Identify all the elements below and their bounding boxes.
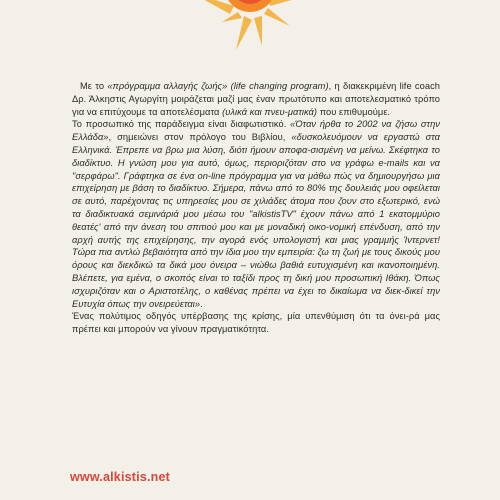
example-paragraph	[72, 118, 440, 310]
body-text	[72, 80, 440, 336]
closing-paragraph: Ένας πολύτιμος οδηγός υπέρβασης της κρίσης, μία υπενθύμιση ότι τα όνει-ρά μας πρέπει και μπορούν να γίνουν πραγματικότητα.	[72, 311, 440, 335]
intro-quote: «πρόγραμμα αλλαγής ζωής» (life changing program)	[107, 81, 329, 91]
sun-logo-icon	[150, 0, 350, 52]
example-text: .	[200, 298, 203, 309]
example-long-quote: «δυσκολευόμουν να εργαστώ στα Ελληνικά. Έπρεπε να βρω μια λύση, διότι ήμουν αποφα-σισμένη να μείνω. Σκέφτηκα το διαδίκτυο. Η γνώση μου για αυτό, όμως, περιοριζόταν στο να γράφω e-mails και να "σερφάρω". Γράφτηκα σε ένα on-line πρόγραμμα για να μάθω πώς να δημιουργήσω μια επιχείρηση με βάση το διαδίκτυο. Σήμερα, πάνω από το 80% της δουλειάς μου οφείλεται σε αυτό, παρέχοντας τις υπηρεσίες μου σε χιλιάδες άτομα που ζουν στο εξωτερικό, ενώ τα διαδικτυακά σεμινάριά μου μέσω του "alkistisTV" έχουν πάνω από 1 εκατομμύριο θεατές' από την άνεση του σπιτιού μου και με μοναδική οικο-νομική επένδυση, από την αρχή αυτής της επιχείρησης, την αγορά ενός υπολογιστή και μιας γραμμής Ίντερνετ! Τώρα πια αντλώ βεβαιότητα από την ίδια μου την εμπειρία: ζω τη ζωή με τους δικούς μου όρους και διεκδικώ τα δικά μου όνειρα – νιώθω βαθιά ευτυχισμένη και ικανοποιημένη. Βλέπετε, για εμένα, ο σκοπός είναι το ταξίδι προς τη δική μου προσωπική Ιθάκη. Όπως ισχυριζόταν και ο Αριστοτέλης, ο καθένας πρέπει να έχει το δικαίωμα να διεκ-δικεί την Ευτυχία όπως την ονειρεύεται»	[72, 132, 441, 309]
intro-text: Με το	[80, 81, 108, 91]
intro-paragraph	[72, 80, 440, 118]
intro-emphasis: (υλικά και πνευ-ματικά)	[222, 106, 318, 117]
intro-text: , η διακεκριμένη life coach Δρ. Άλκηστις Αγωργίτη μοιράζεται μαζί μας έναν πρωτότυπο και αποτελεσματικό τρόπο για να επιτύχουμε τα αποτελέσματα	[72, 81, 440, 117]
example-text: , σημειώνει στον πρόλογο του Βιβλίου,	[108, 132, 292, 143]
intro-text: που επιθυμούμε.	[317, 106, 391, 117]
example-quote: «Όταν ήρθα το 2002 να ζήσω στην Ελλάδα»	[72, 119, 440, 143]
example-text: Το προσωπικό της παράδειγμα είναι διαφωτιστικό.	[72, 119, 291, 130]
website-link[interactable]: www.alkistis.net	[70, 470, 170, 484]
